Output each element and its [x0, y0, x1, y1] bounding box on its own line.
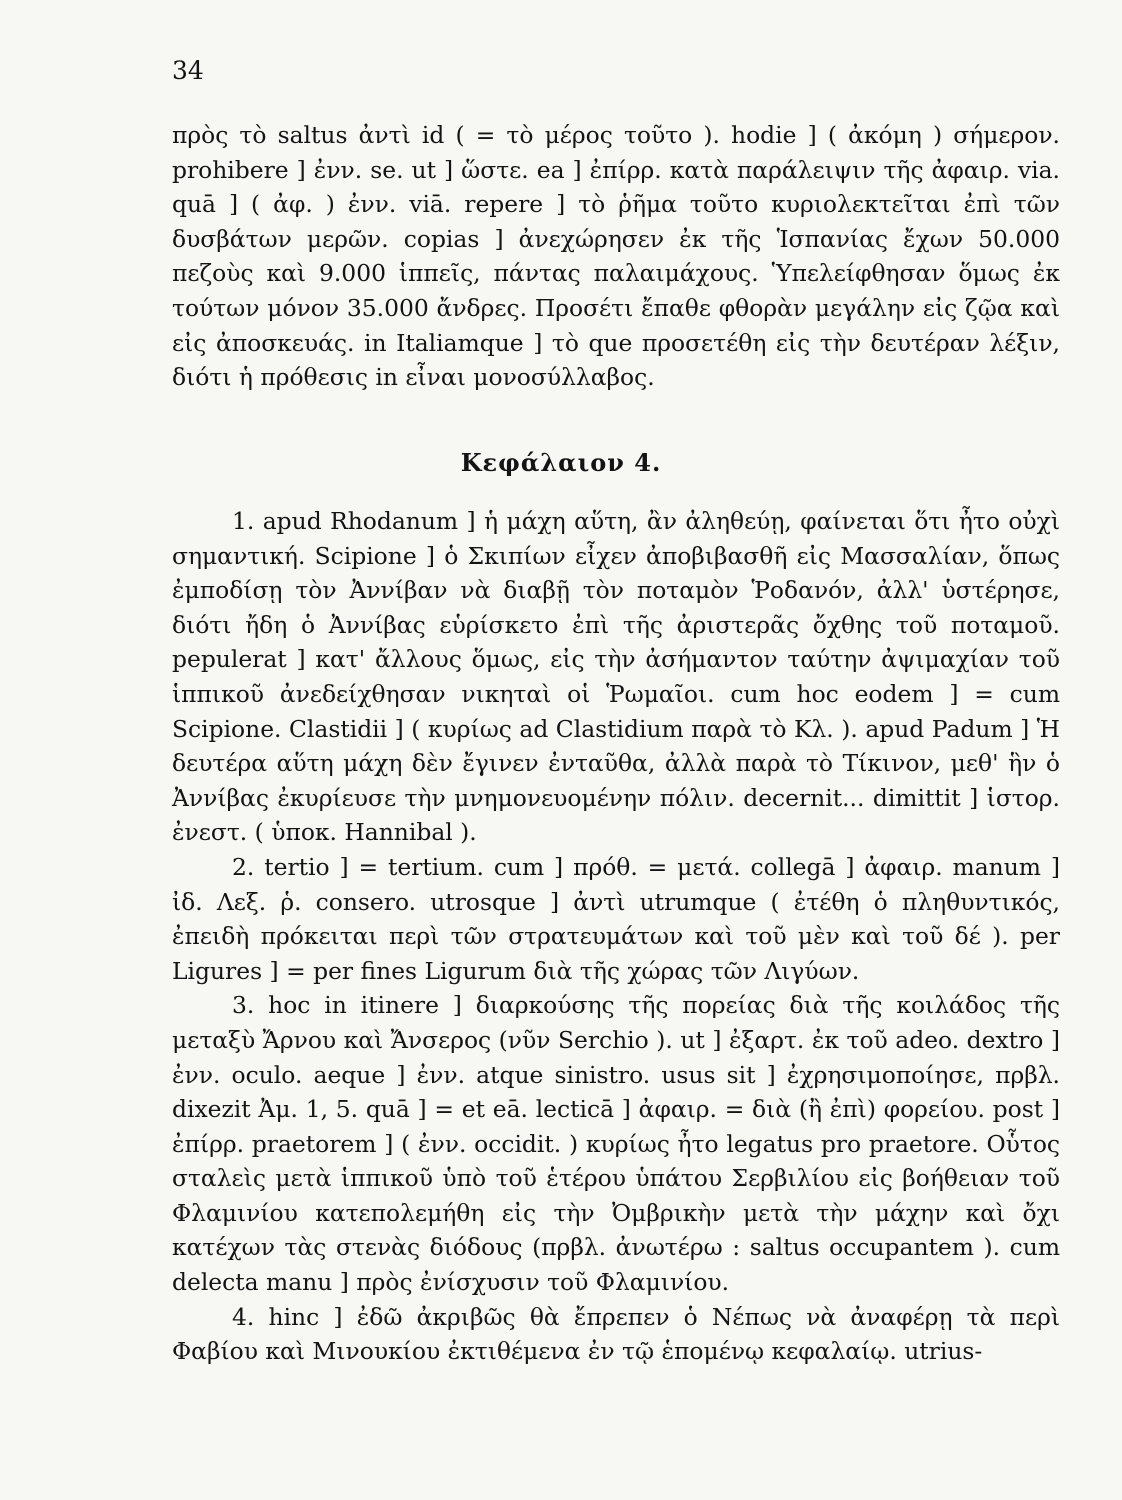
commentary-paragraph-3: 3. hoc in itinere ] διαρκούσης τῆς πορείας διὰ τῆς κοιλάδος τῆς μεταξὺ Ἄρνου καὶ Ἄνσερος (νῦν Serchio ). ut ] ἐξαρτ. ἐκ τοῦ adeo. dextro ] ἐνν. oculo. aeque ] ἐνν. atque sinistro. usus sit ] ἐχρησιμοποίησε, πρβλ. dixezit Ἀμ. 1, 5. quā ] = et eā. lecticā ] ἀφαιρ. = διὰ (ἢ ἐπὶ) φορείου. post ] ἐπίρρ. praetorem ] ( ἐνν. occidit. ) κυρίως ἦτο legatus pro praetore. Οὗτος σταλεὶς μετὰ ἱππικοῦ ὑπὸ τοῦ ἑτέρου ὑπάτου Σερβιλίου εἰς βοήθειαν τοῦ Φλαμινίου κατεπολεμήθη εἰς τὴν Ὀμβρικὴν μετὰ τὴν μάχην καὶ ὄχι κατέχων τὰς στενὰς διόδους (πρβλ. ἀνωτέρω : saltus occupantem ). cum delecta manu ] πρὸς ἐνίσχυσιν τοῦ Φλαμινίου.: [172, 991, 1060, 1297]
chapter-title: Κεφάλαιον 4.: [460, 448, 662, 477]
commentary-paragraph-4: 4. hinc ] ἐδῶ ἀκριβῶς θὰ ἔπρεπεν ὁ Νέπως νὰ ἀναφέρῃ τὰ περὶ Φαβίου καὶ Μινουκίου ἐκτιθέμενα ἐν τῷ ἑπομένῳ κεφαλαίῳ. utrius-: [172, 1302, 1060, 1366]
commentary-paragraph-1: 1. apud Rhodanum ] ἡ μάχη αὕτη, ἂν ἀληθεύῃ, φαίνεται ὅτι ἦτο οὐχὶ σημαντική. Scipione ] ὁ Σκιπίων εἶχεν ἀποβιβασθῆ εἰς Μασσαλίαν, ὅπως ἐμποδίσῃ τὸν Ἀννίβαν νὰ διαβῇ τὸν ποταμὸν Ῥοδανόν, ἀλλ' ὑστέρησε, διότι ἤδη ὁ Ἀννίβας εὑρίσκετο ἐπὶ τῆς ἀριστερᾶς ὄχθης τοῦ ποταμοῦ. pepulerat ] κατ' ἄλλους ὅμως, εἰς τὴν ἀσήμαντον ταύτην ἀψιμαχίαν τοῦ ἱππικοῦ ἀνεδείχθησαν νικηταὶ οἱ Ῥωμαῖοι. cum hoc eodem ] = cum Scipione. Clastidii ] ( κυρίως ad Clastidium παρὰ τὸ Κλ. ). apud Padum ] Ἡ δευτέρα αὕτη μάχη δὲν ἔγινεν ἐνταῦθα, ἀλλὰ παρὰ τὸ Τίκινον, μεθ' ἣν ὁ Ἀννίβας ἐκυρίευσε τὴν μνημονευομένην πόλιν. decernit... dimittit ] ἱστορ. ἐνεστ. ( ὑποκ. Hannibal ).: [172, 507, 1060, 847]
page-number: 34: [172, 56, 204, 85]
commentary-text-block: [172, 504, 1060, 1369]
intro-text-block: [172, 118, 1060, 395]
intro-paragraph: πρὸς τὸ saltus ἀντὶ id ( = τὸ μέρος τοῦτο ). hodie ] ( ἀκόμη ) σήμερον. prohibere ] ἐνν. se. ut ] ὥστε. ea ] ἐπίρρ. κατὰ παράλειψιν τῆς ἀφαιρ. via. quā ] ( ἀφ. ) ἐνν. viā. repere ] τὸ ῥῆμα τοῦτο κυριολεκτεῖται ἐπὶ τῶν δυσβάτων μερῶν. copias ] ἀνεχώρησεν ἐκ τῆς Ἱσπανίας ἔχων 50.000 πεζοὺς καὶ 9.000 ἱππεῖς, πάντας παλαιμάχους. Ὑπελείφθησαν ὅμως ἐκ τούτων μόνον 35.000 ἄνδρες. Προσέτι ἔπαθε φθορὰν μεγάλην εἰς ζῷα καὶ εἰς ἀποσκευάς. in Italiamque ] τὸ que προσετέθη εἰς τὴν δευτέραν λέξιν, διότι ἡ πρόθεσις in εἶναι μονοσύλλαβος.: [172, 121, 1060, 392]
commentary-paragraph-2: 2. tertio ] = tertium. cum ] πρόθ. = μετά. collegā ] ἀφαιρ. manum ] ἰδ. Λεξ. ῥ. consero. utrosque ] ἀντὶ utrumque ( ἐτέθη ὁ πληθυντικός, ἐπειδὴ πρόκειται περὶ τῶν στρατευμάτων καὶ τοῦ μὲν καὶ τοῦ δέ ). per Ligures ] = per fines Ligurum διὰ τῆς χώρας τῶν Λιγύων.: [172, 852, 1060, 985]
